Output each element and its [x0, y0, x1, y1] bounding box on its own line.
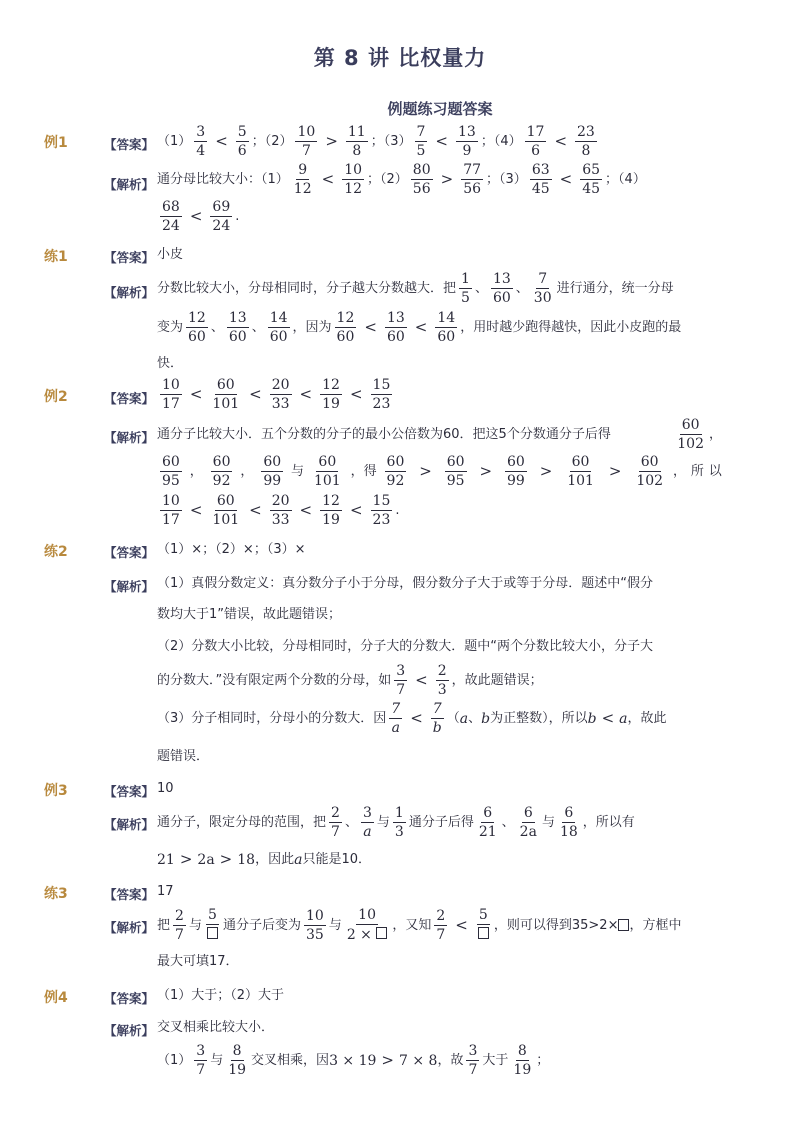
fraction: $\frac{7}{a}$: [391, 701, 401, 736]
fraction: $\frac{15}{23}$: [372, 493, 391, 528]
fraction: $\frac{60}{99}$: [506, 454, 525, 489]
fraction: $\frac{60}{99}$: [263, 454, 282, 489]
fraction: $\frac{60}{101}$: [212, 377, 240, 412]
fraction: $\frac{2}{7}$: [175, 907, 184, 943]
practice-3-analysis-line-1: 把 $\frac{2}{7}$ 与 5 通分子后变为 $\frac{10}{35}$ 与 $\frac{10}{2 \times}$ ，又知 $\frac{2}{7}$ < 5 ，则可以得到35>2× ，方框中: [157, 907, 682, 943]
example-2-label: 例2: [44, 389, 68, 405]
example-4-label: 例4: [44, 990, 68, 1006]
practice-2-analysis-p2-line-1: （2）分数大小比较，分母相同时，分子大的分数大．题中“两个分数比较大小，分子大: [157, 639, 654, 654]
page-subtitle: 例题练习题答案: [387, 100, 493, 118]
fraction: $\frac{12}{19}$: [322, 377, 340, 412]
example-1-analysis-line-1: 通分母比较大小：（1） $\frac{9}{12}$ < $\frac{10}{12}$ ；（2） $\frac{80}{56}$ > $\frac{77}{56}$ ；（3） $\frac{63}{45}$ < $\frac{65}{45}$ ；（4）: [157, 162, 646, 197]
blank-box-icon: [207, 927, 218, 939]
practice-1-analysis-line-1: 分数比较大小，分母相同时，分子越大分数越大．把 $\frac{1}{5}$ 、 $\frac{13}{60}$ 、 $\frac{7}{30}$ 进行通分，统一分母: [157, 271, 674, 306]
analysis-tag: 【解析】: [104, 579, 155, 594]
example-4-analysis-line-1: 交叉相乘比较大小．: [157, 1020, 275, 1035]
fraction: $\frac{11}{8}$: [347, 124, 366, 159]
fraction: $\frac{1}{5}$: [461, 271, 470, 306]
example-1-label: 例1: [44, 135, 68, 151]
fraction: $\frac{13}{60}$: [492, 271, 511, 306]
fraction: $\frac{1}{3}$: [394, 805, 404, 840]
practice-2-analysis-p2-line-2: 的分数大．”没有限定两个分数的分母，如 $\frac{3}{7}$ < $\frac{2}{3}$ ，故此题错误；: [157, 663, 543, 698]
fraction: $\frac{10}{17}$: [162, 377, 180, 412]
analysis-tag: 【解析】: [104, 430, 155, 445]
fraction: $\frac{6}{21}$: [478, 805, 497, 840]
example-4-answer: （1）大于；（2）大于: [157, 988, 285, 1003]
fraction: $\frac{7}{b}$: [432, 701, 442, 736]
fraction: $\frac{10}{12}$: [344, 162, 363, 197]
example-2-analysis-line-1: 通分子比较大小．五个分数的分子的最小公倍数为60．把这5个分数通分子后得 $\frac{60}{102}$ ，: [157, 417, 722, 452]
fraction: $\frac{60}{95}$: [162, 454, 180, 489]
answer-tag: 【答案】: [104, 991, 155, 1006]
example-2-analysis-line-3: $\frac{10}{17}$ < $\frac{60}{101}$ < $\frac{20}{33}$ < $\frac{12}{19}$ < $\frac{15}{23}$ .: [162, 493, 400, 528]
example-1-analysis-line-2: $\frac{68}{24}$ < $\frac{69}{24}$ .: [162, 199, 240, 234]
fraction: $\frac{8}{19}$: [513, 1043, 532, 1078]
example-3-label: 例3: [44, 783, 68, 799]
practice-1-analysis-line-2: 变为 $\frac{12}{60}$ 、 $\frac{13}{60}$ 、 $\frac{14}{60}$ ，因为 $\frac{12}{60}$ < $\frac{13}{60}$ < $\frac{14}{60}$ ，用时越少跑得越快，因此小皮跑的最: [157, 310, 682, 345]
analysis-tag: 【解析】: [104, 285, 155, 300]
fraction: $\frac{65}{45}$: [582, 162, 601, 197]
practice-1-answer: 小皮: [157, 247, 184, 262]
example-3-answer: 10: [157, 781, 174, 796]
fraction: $\frac{63}{45}$: [531, 162, 550, 197]
fraction: $\frac{3}{7}$: [396, 663, 406, 698]
fraction: $\frac{3}{4}$: [196, 124, 206, 159]
practice-3-analysis-line-2: 最大可填17．: [157, 954, 239, 969]
practice-1-label: 练1: [44, 249, 68, 265]
fraction: $\frac{15}{23}$: [372, 377, 391, 412]
practice-2-answer: （1）×；（2）×；（3）×: [157, 542, 306, 557]
practice-2-analysis-p3-line-1: （3）分子相同时，分母小的分数大．因 $\frac{7}{a}$ < $\frac{7}{b}$ （ a 、 b 为正整数），所以 b < a ，故此: [157, 701, 667, 736]
fraction: $\frac{2}{7}$: [436, 907, 446, 943]
example-3-analysis-line-2: 21 > 2a > 18 ，因此 a 只能是10．: [157, 850, 371, 868]
blank-box-icon: [478, 927, 489, 939]
fraction: $\frac{3}{7}$: [196, 1043, 206, 1078]
fraction: $\frac{12}{60}$: [336, 310, 355, 345]
example-3-analysis-line-1: 通分子，限定分母的范围，把 $\frac{2}{7}$ 、 $\frac{3}{a}$ 与 $\frac{1}{3}$ 通分子后得 $\frac{6}{21}$ 、 $\frac{6}{2a}$ 与 $\frac{6}{18}$ ，所以有: [157, 805, 635, 840]
fraction: $\frac{60}{101}$: [212, 493, 240, 528]
answer-tag: 【答案】: [104, 784, 155, 799]
analysis-tag: 【解析】: [104, 1023, 155, 1038]
fraction: 5: [476, 908, 491, 942]
fraction: $\frac{10}{2 \times}$: [345, 908, 390, 942]
fraction: $\frac{9}{12}$: [293, 162, 312, 197]
fraction: $\frac{7}{30}$: [533, 271, 552, 306]
practice-2-analysis-p3-line-2: 题错误．: [157, 749, 210, 764]
answer-tag: 【答案】: [104, 545, 155, 560]
fraction: $\frac{6}{18}$: [559, 805, 578, 840]
fraction: $\frac{68}{24}$: [162, 199, 180, 234]
answer-tag: 【答案】: [104, 250, 155, 265]
analysis-tag: 【解析】: [104, 920, 155, 935]
fraction: $\frac{60}{101}$: [313, 454, 341, 489]
fraction: $\frac{7}{5}$: [416, 124, 426, 159]
fraction: $\frac{3}{a}$: [362, 805, 372, 840]
fraction: $\frac{2}{3}$: [437, 663, 447, 698]
fraction: $\frac{6}{2a}$: [519, 805, 537, 840]
fraction: $\frac{60}{95}$: [446, 454, 465, 489]
fraction: $\frac{8}{19}$: [228, 1043, 247, 1078]
fraction: $\frac{77}{56}$: [463, 162, 482, 197]
answer-tag: 【答案】: [104, 391, 155, 406]
fraction: $\frac{17}{6}$: [526, 124, 545, 159]
fraction: $\frac{60}{102}$: [636, 454, 664, 489]
fraction: $\frac{80}{56}$: [412, 162, 431, 197]
fraction: $\frac{14}{60}$: [437, 310, 456, 345]
fraction: $\frac{20}{33}$: [271, 493, 290, 528]
practice-3-answer: 17: [157, 884, 174, 899]
fraction: $\frac{10}{17}$: [162, 493, 180, 528]
practice-2-analysis-p1-line-1: （1）真假分数定义：真分数分子小于分母，假分数分子大于或等于分母．题述中“假分: [157, 576, 654, 591]
fraction: $\frac{20}{33}$: [271, 377, 290, 412]
blank-box-icon: [618, 919, 629, 931]
fraction: $\frac{60}{92}$: [212, 454, 231, 489]
analysis-tag: 【解析】: [104, 177, 155, 192]
example-1-answer: （1） $\frac{3}{4}$ < $\frac{5}{6}$ ；（2） $\frac{10}{7}$ > $\frac{11}{8}$ ；（3） $\frac{7}{5}$ < $\frac{13}{9}$ ；（4） $\frac{17}{6}$ < $\frac{23}{8}$: [157, 124, 595, 159]
example-2-analysis-line-2: $\frac{60}{95}$ ， $\frac{60}{92}$ ， $\frac{60}{99}$ 与 $\frac{60}{101}$ ，得 $\frac{60}{92}$ > $\frac{60}{95}$ > $\frac{60}{99}$ > $\frac{60}{101}$ > $\frac{60}{102}$ ， 所 以: [162, 454, 722, 489]
fraction: $\frac{60}{102}$: [677, 417, 704, 452]
fraction: $\frac{13}{60}$: [228, 310, 247, 345]
fraction: $\frac{12}{19}$: [322, 493, 340, 528]
fraction: $\frac{23}{8}$: [577, 124, 595, 159]
analysis-tag: 【解析】: [104, 817, 155, 832]
fraction: $\frac{5}{6}$: [237, 124, 247, 159]
blank-box-icon: [376, 927, 387, 939]
example-2-answer: $\frac{10}{17}$ < $\frac{60}{101}$ < $\frac{20}{33}$ < $\frac{12}{19}$ < $\frac{15}{23}$: [162, 377, 391, 412]
page-title: 第 8 讲 比权量力: [313, 46, 487, 70]
practice-2-analysis-p1-line-2: 数均大于1”错误，故此题错误；: [157, 607, 342, 622]
practice-1-analysis-line-3: 快．: [157, 356, 184, 371]
fraction: $\frac{10}{7}$: [297, 124, 316, 159]
fraction: $\frac{12}{60}$: [188, 310, 206, 345]
example-4-analysis-line-2: （1） $\frac{3}{7}$ 与 $\frac{8}{19}$ 交叉相乘，因 3 × 19 > 7 × 8 ，故 $\frac{3}{7}$ 大于 $\frac{8}{19}$ ；: [157, 1043, 550, 1078]
fraction: $\frac{10}{35}$: [305, 907, 324, 943]
fraction: $\frac{2}{7}$: [331, 805, 340, 840]
fraction: $\frac{14}{60}$: [269, 310, 288, 345]
fraction: $\frac{69}{24}$: [212, 199, 231, 234]
fraction: $\frac{60}{92}$: [386, 454, 405, 489]
answer-tag: 【答案】: [104, 137, 155, 152]
answer-tag: 【答案】: [104, 887, 155, 902]
practice-3-label: 练3: [44, 886, 68, 902]
fraction: 5: [205, 908, 220, 942]
fraction: $\frac{13}{9}$: [458, 124, 476, 159]
fraction: $\frac{13}{60}$: [386, 310, 405, 345]
fraction: $\frac{60}{101}$: [567, 454, 594, 489]
practice-2-label: 练2: [44, 544, 68, 560]
fraction: $\frac{3}{7}$: [468, 1043, 478, 1078]
